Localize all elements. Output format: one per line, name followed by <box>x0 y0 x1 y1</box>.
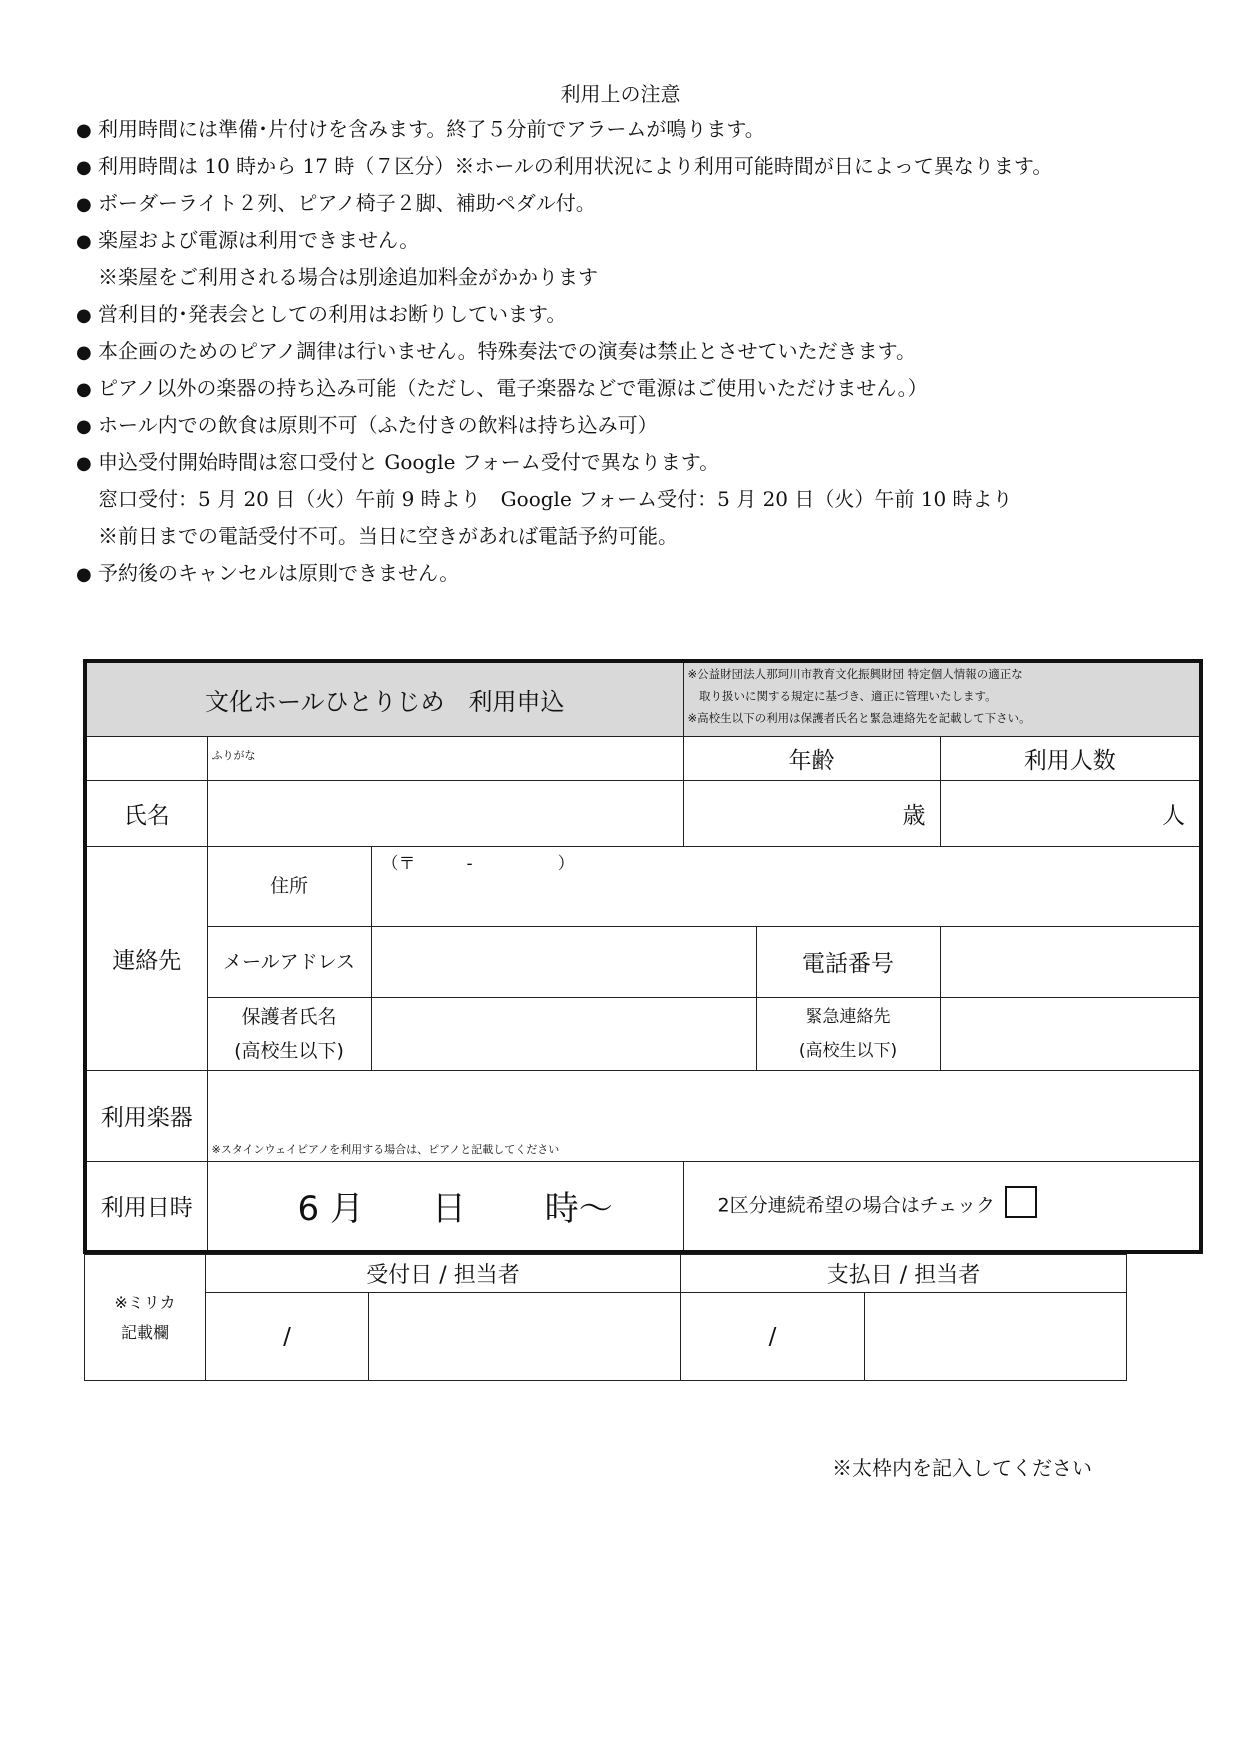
privacy-note: ※公益財団法人那珂川市教育文化振興財団 特定個人情報の適正な 取り扱いに関する規定に基づき、適正に管理いたします。 ※高校生以下の利用は保護者氏名と緊急連絡先を記載して下さい。 <box>683 661 1201 736</box>
paid-staff-field[interactable] <box>865 1293 1127 1381</box>
paid-label: 支払日 / 担当者 <box>681 1255 1127 1293</box>
bullet-icon: ● <box>76 157 92 178</box>
instrument-label: 利用楽器 <box>85 1070 207 1161</box>
bullet-icon: ● <box>76 379 92 400</box>
staff-label: ※ミリカ 記載欄 <box>85 1255 206 1381</box>
name-field[interactable] <box>207 780 683 846</box>
contact-label: 連絡先 <box>85 846 207 1070</box>
application-form <box>83 659 1203 1381</box>
bullet-icon: ● <box>76 194 92 215</box>
emergency-label: 緊急連絡先 (高校生以下) <box>756 997 940 1070</box>
email-field[interactable] <box>371 926 756 997</box>
received-staff-field[interactable] <box>369 1293 681 1381</box>
note-item: ● ホール内での飲食は原則不可（ふた付きの飲料は持ち込み可） <box>76 407 1196 444</box>
note-item: ● 楽屋および電源は利用できません。 <box>76 222 1196 259</box>
note-item: ● ピアノ以外の楽器の持ち込み可能（ただし、電子楽器などで電源はご使用いただけません。） <box>76 370 1196 407</box>
address-label: 住所 <box>207 846 371 926</box>
received-date-field[interactable]: / <box>206 1293 369 1381</box>
guardian-label: 保護者氏名 (高校生以下) <box>207 997 371 1070</box>
footer-note: ※太枠内を記入してください <box>832 1456 1092 1480</box>
emergency-field[interactable] <box>940 997 1201 1070</box>
instrument-field[interactable]: ※スタインウェイピアノを利用する場合は、ピアノと記載してください <box>207 1070 1201 1161</box>
age-label: 年齢 <box>683 736 940 780</box>
note-item: ● 予約後のキャンセルは原則できません。 <box>76 555 1196 592</box>
bullet-icon: ● <box>76 416 92 437</box>
note-item: ● 営利目的･発表会としての利用はお断りしています。 <box>76 296 1196 333</box>
guardian-field[interactable] <box>371 997 756 1070</box>
bullet-icon: ● <box>76 231 92 252</box>
bullet-icon: ● <box>76 342 92 363</box>
staff-table <box>84 1254 1127 1381</box>
note-subitem: 窓口受付：5 月 20 日（火）午前 9 時より Google フォーム受付：5 月 20 日（火）午前 10 時より <box>98 487 1013 511</box>
consecutive-option: 2区分連続希望の場合はチェック <box>683 1161 1201 1252</box>
note-subitem: ※前日までの電話受付不可。当日に空きがあれば電話予約可能。 <box>98 524 678 548</box>
note-subitem: ※楽屋をご利用される場合は別途追加料金がかかります <box>98 265 598 289</box>
paid-date-field[interactable]: / <box>681 1293 865 1381</box>
address-field[interactable]: （〒 - ） <box>371 846 1201 926</box>
email-label: メールアドレス <box>207 926 371 997</box>
note-item: ● 利用時間は 10 時から 17 時（７区分）※ホールの利用状況により利用可能時間が日によって異なります。 <box>76 148 1196 185</box>
empty-label-cell <box>85 736 207 780</box>
phone-field[interactable] <box>940 926 1201 997</box>
note-item: ● 利用時間には準備･片付けを含みます。終了５分前でアラームが鳴ります。 <box>76 111 1196 148</box>
furigana-field[interactable]: ふりがな <box>207 736 683 780</box>
note-item: ● ボーダーライト２列、ピアノ椅子２脚、補助ペダル付。 <box>76 185 1196 222</box>
bullet-icon: ● <box>76 564 92 585</box>
consecutive-checkbox[interactable] <box>1005 1186 1037 1218</box>
people-field[interactable]: 人 <box>940 780 1201 846</box>
age-field[interactable]: 歳 <box>683 780 940 846</box>
received-label: 受付日 / 担当者 <box>206 1255 681 1293</box>
bullet-icon: ● <box>76 453 92 474</box>
application-table <box>83 659 1203 1254</box>
usage-notes <box>76 111 1196 592</box>
note-item: ● 申込受付開始時間は窓口受付と Google フォーム受付で異なります。 <box>76 444 1196 481</box>
people-label: 利用人数 <box>940 736 1201 780</box>
datetime-label: 利用日時 <box>85 1161 207 1252</box>
form-title: 文化ホールひとりじめ 利用申込 <box>85 661 683 736</box>
bullet-icon: ● <box>76 305 92 326</box>
datetime-field[interactable]: 6 月 日 時～ <box>207 1161 683 1252</box>
note-item: ● 本企画のためのピアノ調律は行いません。特殊奏法での演奏は禁止とさせていただきます。 <box>76 333 1196 370</box>
bullet-icon: ● <box>76 120 92 141</box>
phone-label: 電話番号 <box>756 926 940 997</box>
notes-title: 利用上の注意 <box>560 82 681 106</box>
name-label: 氏名 <box>85 780 207 846</box>
